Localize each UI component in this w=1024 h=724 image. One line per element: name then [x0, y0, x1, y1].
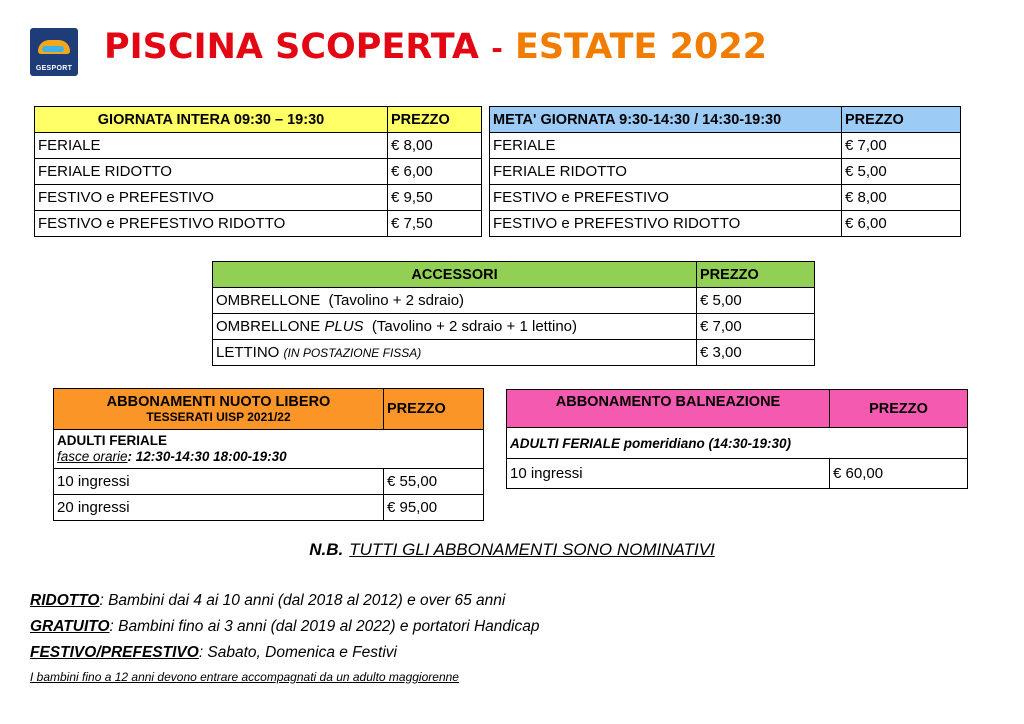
page-title: [104, 27, 768, 67]
table-row: [35, 185, 482, 211]
row-label: FESTIVO e PREFESTIVO RIDOTTO: [35, 211, 388, 237]
title-main: PISCINA SCOPERTA: [104, 27, 479, 67]
note-term: RIDOTTO: [30, 592, 100, 609]
note-term: FESTIVO/PREFESTIVO: [30, 644, 199, 661]
bathing-subscription-table: [506, 389, 968, 489]
gesport-logo: [30, 28, 78, 76]
half-day-price-table: [489, 106, 961, 237]
item-name: LETTINO: [216, 344, 280, 361]
note-line: [30, 592, 539, 610]
logo-text: GESPORT: [35, 65, 73, 72]
half-day-header: META' GIORNATA 9:30-14:30 / 14:30-19:30: [490, 107, 842, 133]
nb-label: N.B.: [309, 540, 344, 559]
table-row: [213, 288, 815, 314]
accessories-price-header: PREZZO: [697, 262, 815, 288]
bathing-price-header: PREZZO: [830, 390, 968, 428]
swim-slots-label: fasce orarie: [57, 449, 128, 464]
row-price: € 7,00: [842, 133, 961, 159]
logo-water-icon: [42, 46, 64, 52]
table-row: [35, 159, 482, 185]
table-row: [490, 159, 961, 185]
row-price: € 6,00: [842, 211, 961, 237]
row-price: € 55,00: [384, 469, 484, 495]
title-season: ESTATE 2022: [515, 27, 768, 67]
swim-category: [54, 430, 484, 469]
title-separator: -: [491, 32, 503, 65]
swim-category-label: ADULTI FERIALE: [57, 433, 167, 449]
full-day-header: GIORNATA INTERA 09:30 – 19:30: [35, 107, 388, 133]
bathing-header: ABBONAMENTO BALNEAZIONE: [507, 390, 830, 428]
item-detail: (Tavolino + 2 sdraio): [328, 292, 465, 309]
row-price: € 7,50: [388, 211, 482, 237]
row-label: [213, 288, 697, 314]
swim-slots-value: : 12:30-14:30 18:00-19:30: [127, 449, 287, 464]
row-price: € 5,00: [697, 288, 815, 314]
row-price: € 8,00: [388, 133, 482, 159]
row-label: FESTIVO e PREFESTIVO: [490, 185, 842, 211]
note-text: : Sabato, Domenica e Festivi: [198, 644, 397, 661]
note-text: : Bambini fino ai 3 anni (dal 2019 al 2022) e portatori Handicap: [109, 618, 540, 635]
item-name: OMBRELLONE: [216, 318, 321, 335]
row-price: € 5,00: [842, 159, 961, 185]
accessories-price-table: [212, 261, 815, 366]
table-row: [507, 428, 968, 459]
item-plus: PLUS: [324, 318, 364, 335]
footer-note: I bambini fino a 12 anni devono entrare accompagnati da un adulto maggiorenne: [30, 670, 459, 684]
note-line: [30, 644, 539, 662]
row-price: € 8,00: [842, 185, 961, 211]
row-label: FERIALE: [35, 133, 388, 159]
bathing-category: [507, 428, 968, 459]
table-row: [54, 469, 484, 495]
row-price: € 60,00: [830, 459, 968, 489]
nb-notice: [0, 540, 1024, 560]
row-price: € 95,00: [384, 495, 484, 521]
item-detail: (Tavolino + 2 sdraio + 1 lettino): [371, 318, 578, 335]
row-label: FERIALE: [490, 133, 842, 159]
swim-price-header: PREZZO: [384, 389, 484, 430]
notes-section: [30, 592, 539, 692]
row-price: € 7,00: [697, 314, 815, 340]
swim-subscription-table: [53, 388, 484, 521]
table-row: [213, 340, 815, 366]
table-row: [490, 211, 961, 237]
swim-header-subtitle: TESSERATI UISP 2021/22: [146, 409, 291, 424]
note-term: GRATUITO: [30, 618, 110, 635]
row-price: € 6,00: [388, 159, 482, 185]
bathing-category-label: ADULTI FERIALE pomeridiano (14:30-19:30): [510, 435, 792, 451]
table-row: [54, 430, 484, 469]
row-label: [213, 314, 697, 340]
table-row: [490, 133, 961, 159]
swim-header: [54, 389, 384, 430]
row-label: FESTIVO e PREFESTIVO RIDOTTO: [490, 211, 842, 237]
item-name: OMBRELLONE: [216, 292, 321, 309]
half-day-price-header: PREZZO: [842, 107, 961, 133]
table-row: [35, 133, 482, 159]
note-line: [30, 618, 539, 636]
row-price: € 3,00: [697, 340, 815, 366]
item-detail: (IN POSTAZIONE FISSA): [283, 346, 422, 360]
row-price: € 9,50: [388, 185, 482, 211]
full-day-price-header: PREZZO: [388, 107, 482, 133]
table-row: [490, 185, 961, 211]
row-label: 10 ingressi: [54, 469, 384, 495]
table-row: [54, 495, 484, 521]
row-label: FERIALE RIDOTTO: [35, 159, 388, 185]
row-label: [213, 340, 697, 366]
row-label: 10 ingressi: [507, 459, 830, 489]
row-label: FESTIVO e PREFESTIVO: [35, 185, 388, 211]
note-text: : Bambini dai 4 ai 10 anni (dal 2018 al 2012) e over 65 anni: [99, 592, 506, 609]
table-row: [507, 459, 968, 489]
nb-text: TUTTI GLI ABBONAMENTI SONO NOMINATIVI: [349, 540, 715, 559]
table-row: [35, 211, 482, 237]
table-row: [213, 314, 815, 340]
accessories-header: ACCESSORI: [213, 262, 697, 288]
row-label: FERIALE RIDOTTO: [490, 159, 842, 185]
row-label: 20 ingressi: [54, 495, 384, 521]
swim-header-title: ABBONAMENTI NUOTO LIBERO: [106, 394, 331, 411]
full-day-price-table: [34, 106, 482, 237]
